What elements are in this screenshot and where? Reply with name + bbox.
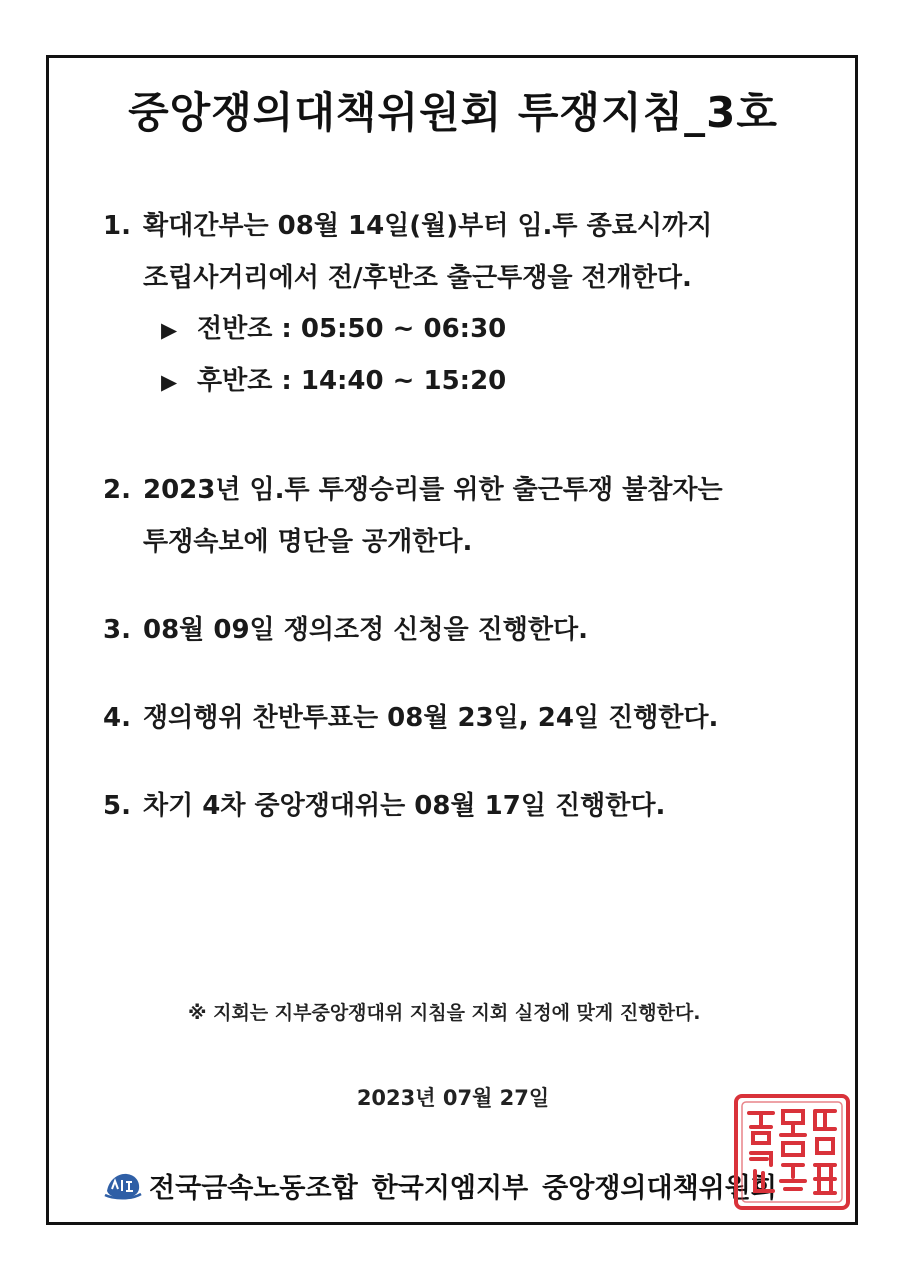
item-number: 1.	[103, 211, 131, 241]
triangle-right-icon: ▶	[161, 318, 178, 342]
item-number: 5.	[103, 791, 131, 821]
list-item-2-continued	[103, 516, 823, 568]
list-item-1-continued	[103, 252, 823, 304]
branch-name: 한국지엠지부	[371, 1172, 529, 1204]
footnote: ※ 지회는 지부중앙쟁대위 지침을 지회 실정에 맞게 진행한다.	[188, 1002, 701, 1024]
item-text-line: 08월 09일 쟁의조정 신청을 진행한다.	[143, 615, 588, 645]
item-text-line: 쟁의행위 찬반투표는 08월 23일, 24일 진행한다.	[143, 703, 719, 733]
shift-label: 후반조 : 14:40 ~ 15:20	[197, 366, 507, 396]
list-item-3	[103, 604, 823, 656]
list-item-5	[103, 780, 823, 832]
list-item-4	[103, 692, 823, 744]
committee-name: 중앙쟁의대책위원회	[542, 1172, 777, 1204]
list-item-2	[103, 464, 823, 516]
seal-stamp-icon	[733, 1093, 851, 1211]
item-text-line: 조립사거리에서 전/후반조 출근투쟁을 전개한다.	[143, 263, 692, 293]
item-text-line: 확대간부는 08월 14일(월)부터 임.투 종료시까지	[143, 211, 713, 241]
item-text-line: 투쟁속보에 명단을 공개한다.	[143, 527, 473, 557]
shift-row-late	[103, 356, 823, 408]
list-item-1	[103, 200, 823, 252]
item-text-line: 차기 4차 중앙쟁대위는 08월 17일 진행한다.	[143, 791, 666, 821]
document-title: 중앙쟁의대책위원회 투쟁지침_3호	[128, 88, 778, 137]
item-number: 3.	[103, 615, 131, 645]
shift-row-early	[103, 304, 823, 356]
union-logo-icon	[103, 1169, 143, 1201]
union-name: 전국금속노동조합	[149, 1172, 358, 1204]
shift-label: 전반조 : 05:50 ~ 06:30	[197, 314, 507, 344]
triangle-right-icon: ▶	[161, 370, 178, 394]
item-text-line: 2023년 임.투 투쟁승리를 위한 출근투쟁 불참자는	[143, 475, 723, 505]
item-number: 2.	[103, 475, 131, 505]
organization-signature	[103, 1165, 777, 1205]
guideline-list	[103, 200, 823, 832]
item-number: 4.	[103, 703, 131, 733]
issue-date: 2023년 07월 27일	[356, 1086, 550, 1110]
